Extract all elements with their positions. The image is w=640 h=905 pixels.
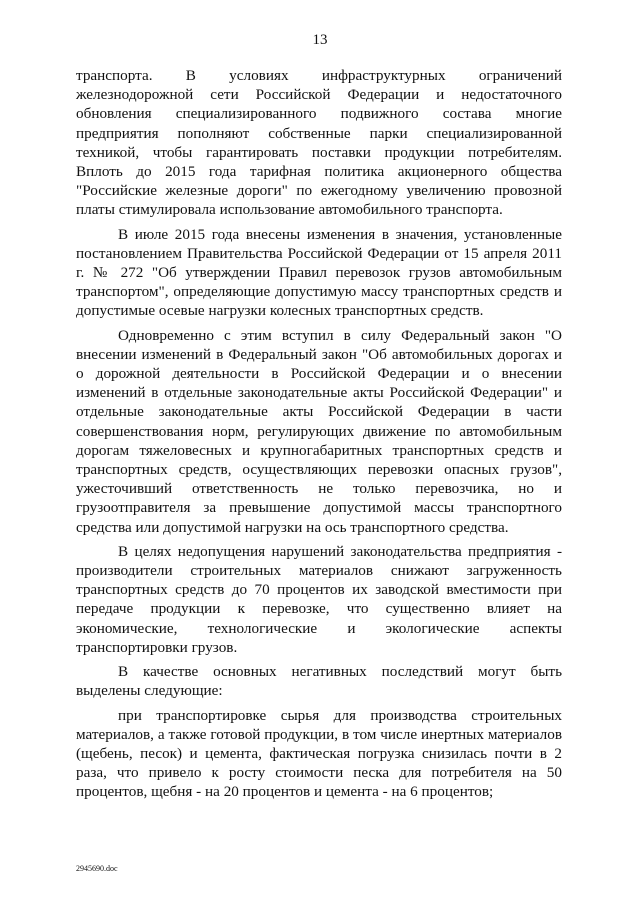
document-body — [76, 66, 562, 802]
paragraph-july-2015-changes: В июле 2015 года внесены изменения в значения, установленные постановлением Правительства Российской Федерации от 15 апреля 2011 г. № 272 "Об утверждении Правил перевозок грузов автомобильным транспортом", определяющие допустимую массу транспортных средств и допустимые осевые нагрузки колесных транспортных средств. — [76, 225, 562, 320]
paragraph-load-reduction: В целях недопущения нарушений законодательства предприятия - производители строительных материалов снижают загруженность транспортных средств до 70 процентов их заводской вместимости при передаче продукции к перевозке, что существенно влияет на экономические, технологические и экологические аспекты транспортировки грузов. — [76, 542, 562, 656]
document-filename: 2945690.doc — [76, 864, 118, 873]
paragraph-transport-continuation: транспорта. В условиях инфраструктурных ограничений железнодорожной сети Российской Федерации и недостаточного обновления специализированного подвижного состава многие предприятия пополняют собственные парки специализированной техникой, чтобы гарантировать поставки продукции потребителям. Вплоть до 2015 года тарифная политика акционерного общества "Российские железные дороги" по ежегодному увеличению провозной платы стимулировала использование автомобильного транспорта. — [76, 67, 562, 219]
paragraph-negative-consequences: В качестве основных негативных последствий могут быть выделены следующие: — [76, 663, 562, 700]
paragraph-raw-materials-transport: при транспортировке сырья для производства строительных материалов, а также готовой продукции, в том числе инертных материалов (щебень, песок) и цемента, фактическая погрузка снизилась почти в 2 раза, что привело к росту стоимости песка для потребителя на 50 процентов, щебня - на 20 процентов и цемента - на 6 процентов; — [76, 706, 562, 801]
page-number: 13 — [312, 32, 328, 48]
paragraph-federal-law: Одновременно с этим вступил в силу Федеральный закон "О внесении изменений в Федеральный закон "Об автомобильных дорогах и о дорожной деятельности в Российской Федерации и о внесении изменений в отдельные законодательные акты Российской Федерации" и отдельные законодательные акты Российской Федерации в части совершенствования норм, регулирующих движение по автомобильным дорогам тяжеловесных и крупногабаритных транспортных средств и транспортных средств, осуществляющих перевозки опасных грузов", ужесточивший ответственность не только перевозчика, но и грузоотправителя за превышение допустимой массы транспортного средства или допустимой нагрузки на ось транспортного средства. — [76, 326, 562, 536]
